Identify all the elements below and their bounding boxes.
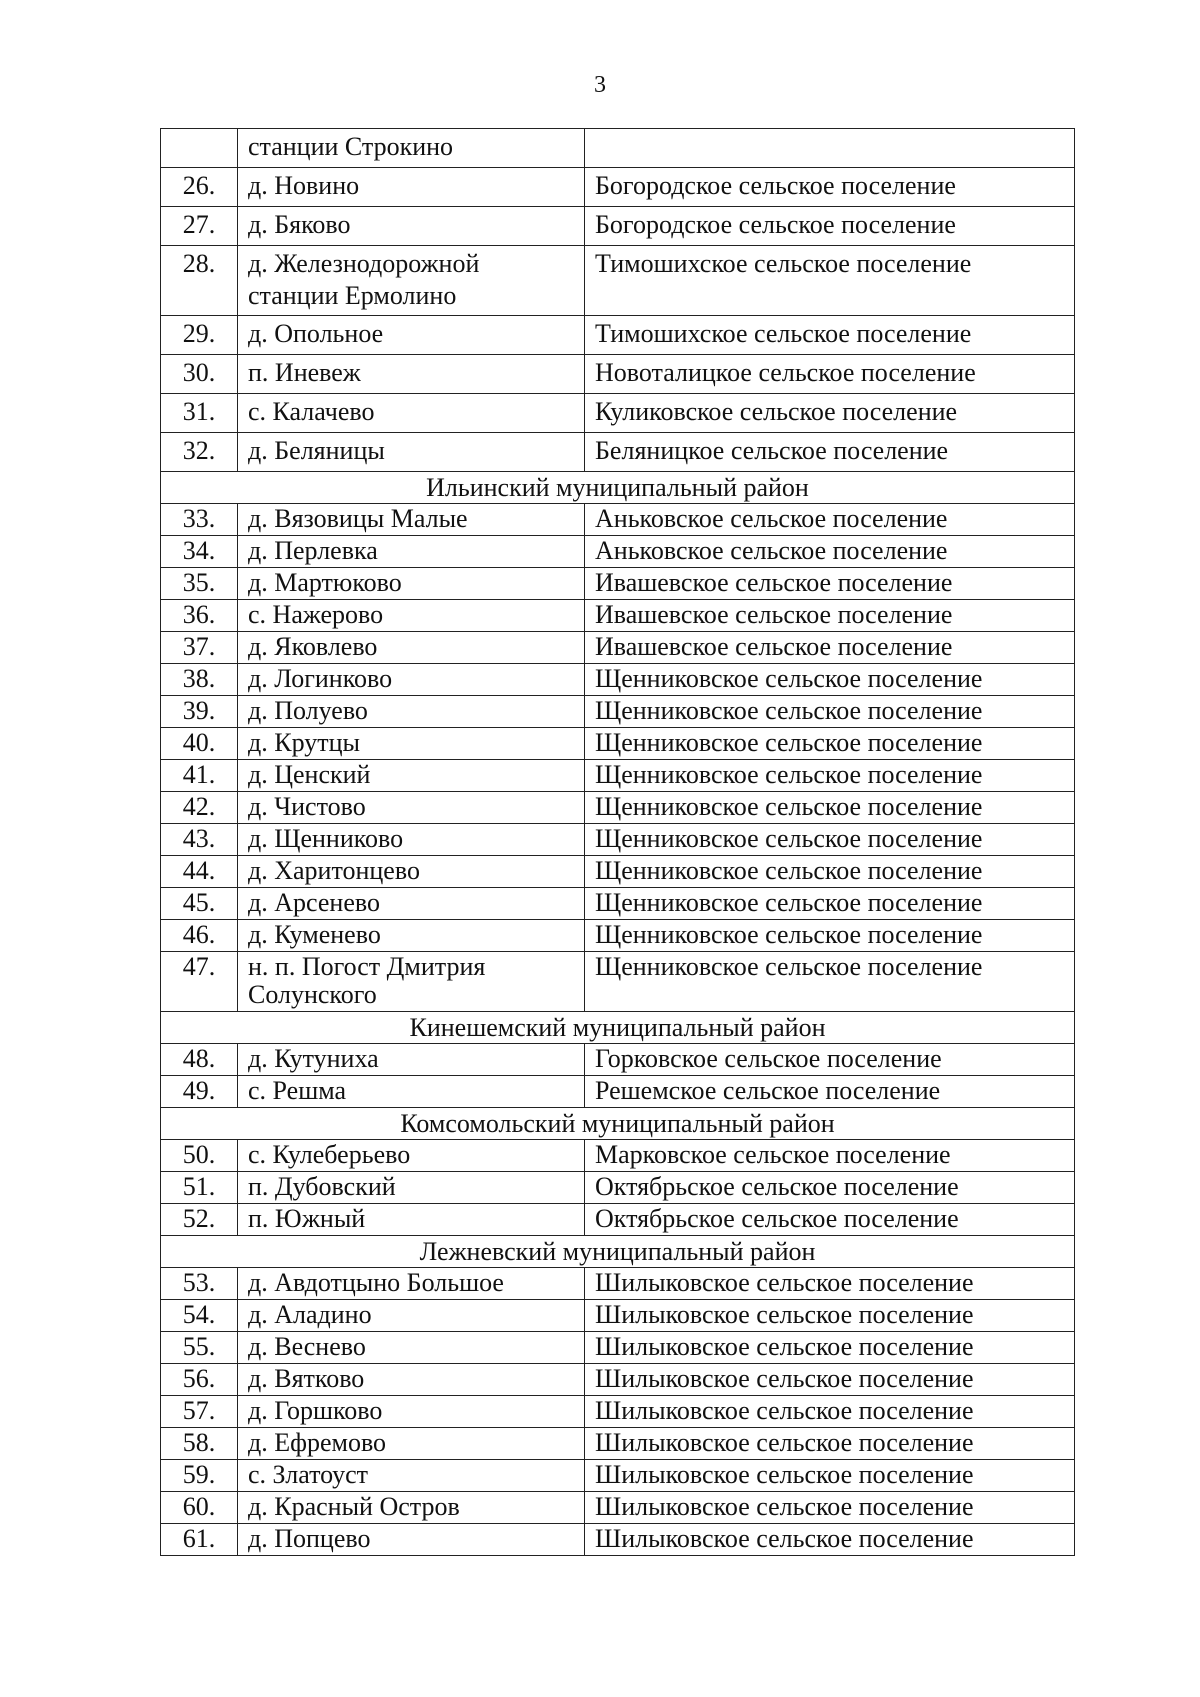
table-row	[161, 760, 1075, 792]
district-title: Комсомольский муниципальный район	[161, 1108, 1075, 1140]
place-name: д. Харитонцево	[238, 856, 585, 888]
district-title: Ильинский муниципальный район	[161, 472, 1075, 504]
settlement-name: Щенниковское сельское поселение	[585, 920, 1075, 952]
table-row	[161, 856, 1075, 888]
settlement-name: Ивашевское сельское поселение	[585, 568, 1075, 600]
table-row	[161, 1460, 1075, 1492]
settlement-name: Щенниковское сельское поселение	[585, 792, 1075, 824]
row-number: 44.	[161, 856, 238, 888]
row-number: 32.	[161, 433, 238, 472]
row-number: 35.	[161, 568, 238, 600]
settlement-name: Щенниковское сельское поселение	[585, 696, 1075, 728]
table-row	[161, 1268, 1075, 1300]
place-name: п. Южный	[238, 1204, 585, 1236]
settlement-name: Горковское сельское поселение	[585, 1044, 1075, 1076]
place-name: д. Вятково	[238, 1364, 585, 1396]
table-row	[161, 129, 1075, 168]
place-name: н. п. Погост Дмитрия Солунского	[238, 952, 585, 1012]
settlement-name: Шилыковское сельское поселение	[585, 1268, 1075, 1300]
table-row	[161, 1204, 1075, 1236]
table-row	[161, 316, 1075, 355]
place-name: с. Решма	[238, 1076, 585, 1108]
row-number: 40.	[161, 728, 238, 760]
row-number: 26.	[161, 168, 238, 207]
place-name: д. Бяково	[238, 207, 585, 246]
settlement-name: Шилыковское сельское поселение	[585, 1396, 1075, 1428]
place-name: д. Мартюково	[238, 568, 585, 600]
place-name: д. Кутуниха	[238, 1044, 585, 1076]
row-number: 53.	[161, 1268, 238, 1300]
table-row	[161, 246, 1075, 316]
settlement-name: Щенниковское сельское поселение	[585, 856, 1075, 888]
table-row	[161, 394, 1075, 433]
district-title: Кинешемский муниципальный район	[161, 1012, 1075, 1044]
place-name: д. Арсенево	[238, 888, 585, 920]
row-number: 60.	[161, 1492, 238, 1524]
table-row	[161, 168, 1075, 207]
row-number: 55.	[161, 1332, 238, 1364]
settlement-name	[585, 129, 1075, 168]
row-number: 61.	[161, 1524, 238, 1556]
settlements-table-body	[161, 129, 1075, 1556]
settlement-name: Богородское сельское поселение	[585, 168, 1075, 207]
table-row	[161, 504, 1075, 536]
row-number: 41.	[161, 760, 238, 792]
district-section-row	[161, 1108, 1075, 1140]
table-row	[161, 1300, 1075, 1332]
row-number: 46.	[161, 920, 238, 952]
row-number: 59.	[161, 1460, 238, 1492]
place-name: д. Новино	[238, 168, 585, 207]
row-number: 38.	[161, 664, 238, 696]
row-number: 56.	[161, 1364, 238, 1396]
table-row	[161, 1396, 1075, 1428]
place-name: д. Опольное	[238, 316, 585, 355]
place-name: д. Горшково	[238, 1396, 585, 1428]
row-number: 31.	[161, 394, 238, 433]
table-row	[161, 433, 1075, 472]
row-number: 30.	[161, 355, 238, 394]
place-name: станции Строкино	[238, 129, 585, 168]
place-name: д. Крутцы	[238, 728, 585, 760]
place-name: д. Чистово	[238, 792, 585, 824]
place-name: д. Железнодорожной станции Ермолино	[238, 246, 585, 316]
place-name: д. Ценский	[238, 760, 585, 792]
place-name: д. Авдотцыно Большое	[238, 1268, 585, 1300]
place-name: с. Златоуст	[238, 1460, 585, 1492]
table-row	[161, 1172, 1075, 1204]
settlement-name: Шилыковское сельское поселение	[585, 1428, 1075, 1460]
settlement-name: Шилыковское сельское поселение	[585, 1492, 1075, 1524]
settlement-name: Беляницкое сельское поселение	[585, 433, 1075, 472]
settlement-name: Марковское сельское поселение	[585, 1140, 1075, 1172]
table-row	[161, 568, 1075, 600]
table-row	[161, 1140, 1075, 1172]
place-name: п. Иневеж	[238, 355, 585, 394]
place-name: с. Нажерово	[238, 600, 585, 632]
row-number: 52.	[161, 1204, 238, 1236]
table-row	[161, 824, 1075, 856]
row-number: 28.	[161, 246, 238, 316]
settlement-name: Щенниковское сельское поселение	[585, 760, 1075, 792]
row-number: 29.	[161, 316, 238, 355]
settlement-name: Октябрьское сельское поселение	[585, 1172, 1075, 1204]
place-name: д. Аладино	[238, 1300, 585, 1332]
settlement-name: Тимошихское сельское поселение	[585, 246, 1075, 316]
place-name: д. Логинково	[238, 664, 585, 696]
place-name: д. Яковлево	[238, 632, 585, 664]
table-row	[161, 207, 1075, 246]
place-name: с. Калачево	[238, 394, 585, 433]
settlement-name: Октябрьское сельское поселение	[585, 1204, 1075, 1236]
settlement-name: Щенниковское сельское поселение	[585, 824, 1075, 856]
place-name: д. Вязовицы Малые	[238, 504, 585, 536]
district-title: Лежневский муниципальный район	[161, 1236, 1075, 1268]
district-section-row	[161, 1012, 1075, 1044]
row-number: 47.	[161, 952, 238, 1012]
place-name: с. Кулеберьево	[238, 1140, 585, 1172]
table-row	[161, 952, 1075, 1012]
place-name: д. Попцево	[238, 1524, 585, 1556]
table-row	[161, 696, 1075, 728]
row-number: 45.	[161, 888, 238, 920]
settlement-name: Решемское сельское поселение	[585, 1076, 1075, 1108]
table-row	[161, 355, 1075, 394]
settlement-name: Щенниковское сельское поселение	[585, 664, 1075, 696]
settlement-name: Богородское сельское поселение	[585, 207, 1075, 246]
table-row	[161, 664, 1075, 696]
place-name: д. Перлевка	[238, 536, 585, 568]
row-number: 39.	[161, 696, 238, 728]
place-name: д. Полуево	[238, 696, 585, 728]
place-name: д. Красный Остров	[238, 1492, 585, 1524]
place-name: п. Дубовский	[238, 1172, 585, 1204]
table-row	[161, 1332, 1075, 1364]
table-row	[161, 1076, 1075, 1108]
place-name: д. Куменево	[238, 920, 585, 952]
table-row	[161, 1428, 1075, 1460]
district-section-row	[161, 1236, 1075, 1268]
row-number	[161, 129, 238, 168]
settlement-name: Щенниковское сельское поселение	[585, 888, 1075, 920]
table-row	[161, 792, 1075, 824]
row-number: 42.	[161, 792, 238, 824]
table-row	[161, 1492, 1075, 1524]
table-row	[161, 536, 1075, 568]
settlement-name: Ивашевское сельское поселение	[585, 632, 1075, 664]
settlement-name: Шилыковское сельское поселение	[585, 1300, 1075, 1332]
table-row	[161, 1044, 1075, 1076]
place-name: д. Веснево	[238, 1332, 585, 1364]
table-row	[161, 600, 1075, 632]
page-number: 3	[594, 72, 606, 98]
table-row	[161, 1364, 1075, 1396]
settlement-name: Тимошихское сельское поселение	[585, 316, 1075, 355]
row-number: 54.	[161, 1300, 238, 1332]
place-name: д. Беляницы	[238, 433, 585, 472]
row-number: 43.	[161, 824, 238, 856]
table-row	[161, 1524, 1075, 1556]
place-name: д. Ефремово	[238, 1428, 585, 1460]
settlement-name: Щенниковское сельское поселение	[585, 952, 1075, 1012]
settlement-name: Шилыковское сельское поселение	[585, 1460, 1075, 1492]
row-number: 51.	[161, 1172, 238, 1204]
settlement-name: Шилыковское сельское поселение	[585, 1332, 1075, 1364]
settlement-name: Куликовское сельское поселение	[585, 394, 1075, 433]
settlements-table	[160, 128, 1075, 1556]
table-row	[161, 888, 1075, 920]
row-number: 33.	[161, 504, 238, 536]
row-number: 34.	[161, 536, 238, 568]
row-number: 48.	[161, 1044, 238, 1076]
table-row	[161, 632, 1075, 664]
row-number: 27.	[161, 207, 238, 246]
settlement-name: Аньковское сельское поселение	[585, 504, 1075, 536]
row-number: 57.	[161, 1396, 238, 1428]
row-number: 50.	[161, 1140, 238, 1172]
table-row	[161, 920, 1075, 952]
settlement-name: Аньковское сельское поселение	[585, 536, 1075, 568]
table-row	[161, 728, 1075, 760]
settlement-name: Новоталицкое сельское поселение	[585, 355, 1075, 394]
settlement-name: Шилыковское сельское поселение	[585, 1364, 1075, 1396]
settlement-name: Ивашевское сельское поселение	[585, 600, 1075, 632]
row-number: 36.	[161, 600, 238, 632]
row-number: 37.	[161, 632, 238, 664]
settlement-name: Шилыковское сельское поселение	[585, 1524, 1075, 1556]
settlement-name: Щенниковское сельское поселение	[585, 728, 1075, 760]
row-number: 49.	[161, 1076, 238, 1108]
district-section-row	[161, 472, 1075, 504]
row-number: 58.	[161, 1428, 238, 1460]
place-name: д. Щенниково	[238, 824, 585, 856]
